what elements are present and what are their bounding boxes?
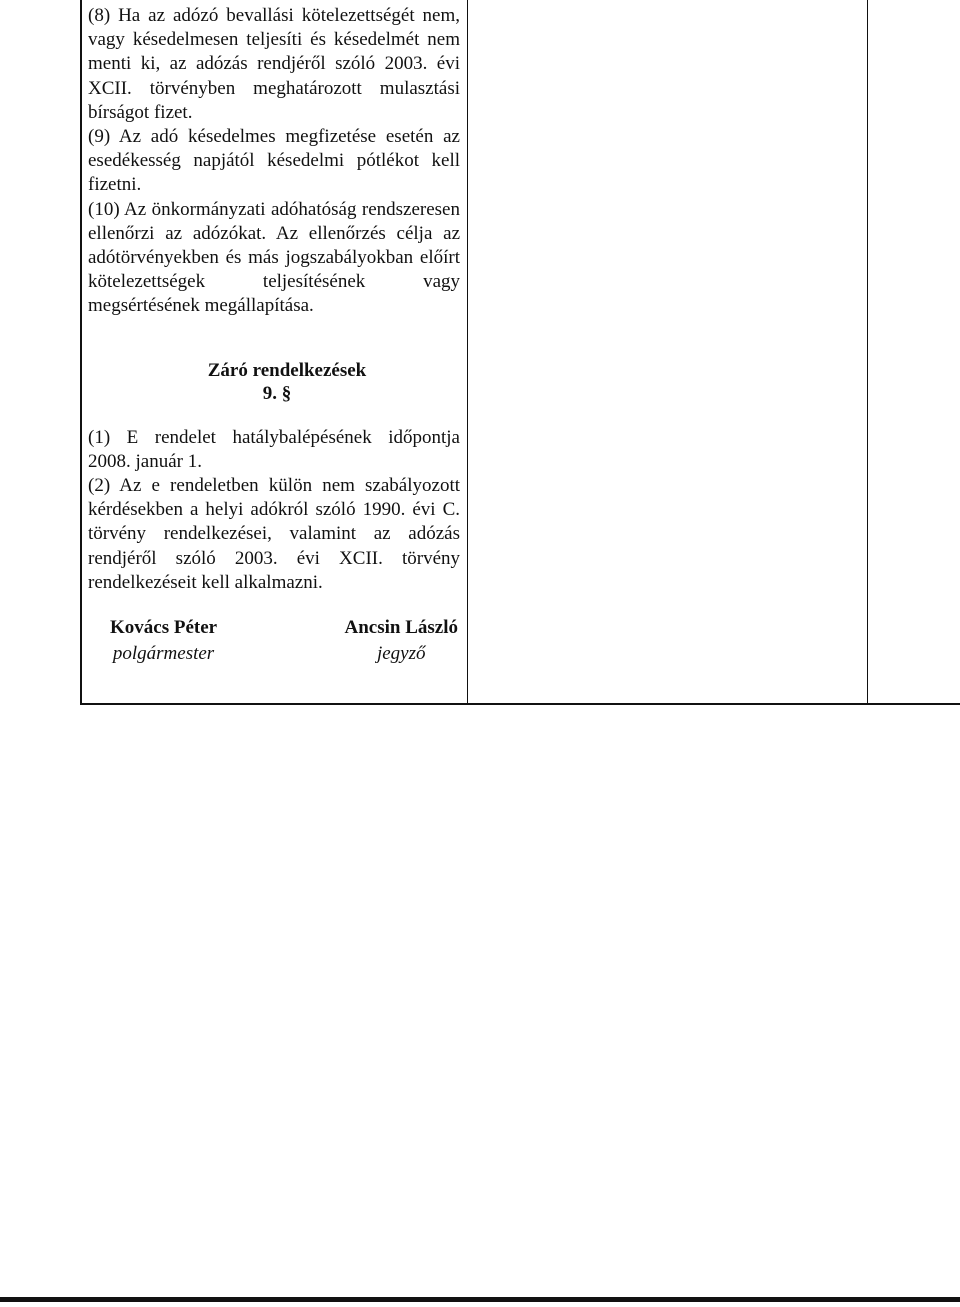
signature-notary — [345, 615, 459, 667]
paragraph-closing-1: (1) E rendelet hatálybalépésének időpontja 2008. január 1. — [88, 426, 460, 472]
spacer — [88, 406, 460, 426]
empty-column-right — [868, 0, 960, 703]
signer-role: jegyző — [376, 643, 426, 665]
paragraph-closing-2: (2) Az e rendeletben külön nem szabályozott kérdésekben a helyi adókról szóló 1990. évi C. törvény rendelkezései, valamint az adózás rendjéről szóló 2003. évi XCII. törvény rendelkezéseit kell alkalmazni. — [88, 475, 460, 593]
signature-mayor — [110, 615, 217, 667]
section-title: Záró rendelkezések — [207, 359, 367, 381]
signer-role: polgármester — [112, 643, 215, 665]
signer-name: Kovács Péter — [110, 617, 218, 639]
document-table — [80, 0, 960, 705]
signer-name: Ancsin László — [344, 617, 458, 639]
paragraph-10: (10) Az önkormányzati adóhatóság rendszeresen ellenőrzi az adózókat. Az ellenőrzés célja az adótörvényekben és más jogszabályokban előírt kötelezettségek teljesítésének vagy megsértésének megállapítása. — [88, 198, 460, 317]
text-column — [82, 0, 468, 703]
paragraph-8: (8) Ha az adózó bevallási kötelezettségét nem, vagy késedelmesen teljesíti és késedelmét nem menti ki, az adózás rendjéről szóló 2003. évi XCII. törvényben meghatározott mulasztási bírságot fizet. — [88, 5, 460, 123]
section-number: 9. § — [262, 382, 292, 404]
empty-column-middle — [468, 0, 868, 703]
signature-block — [88, 615, 460, 667]
paragraph-9: (9) Az adó késedelmes megfizetése esetén az esedékesség napjától késedelmi pótlékot kell fizetni. — [88, 126, 460, 196]
bottom-rule — [0, 1297, 960, 1302]
regulation-text — [88, 4, 460, 667]
